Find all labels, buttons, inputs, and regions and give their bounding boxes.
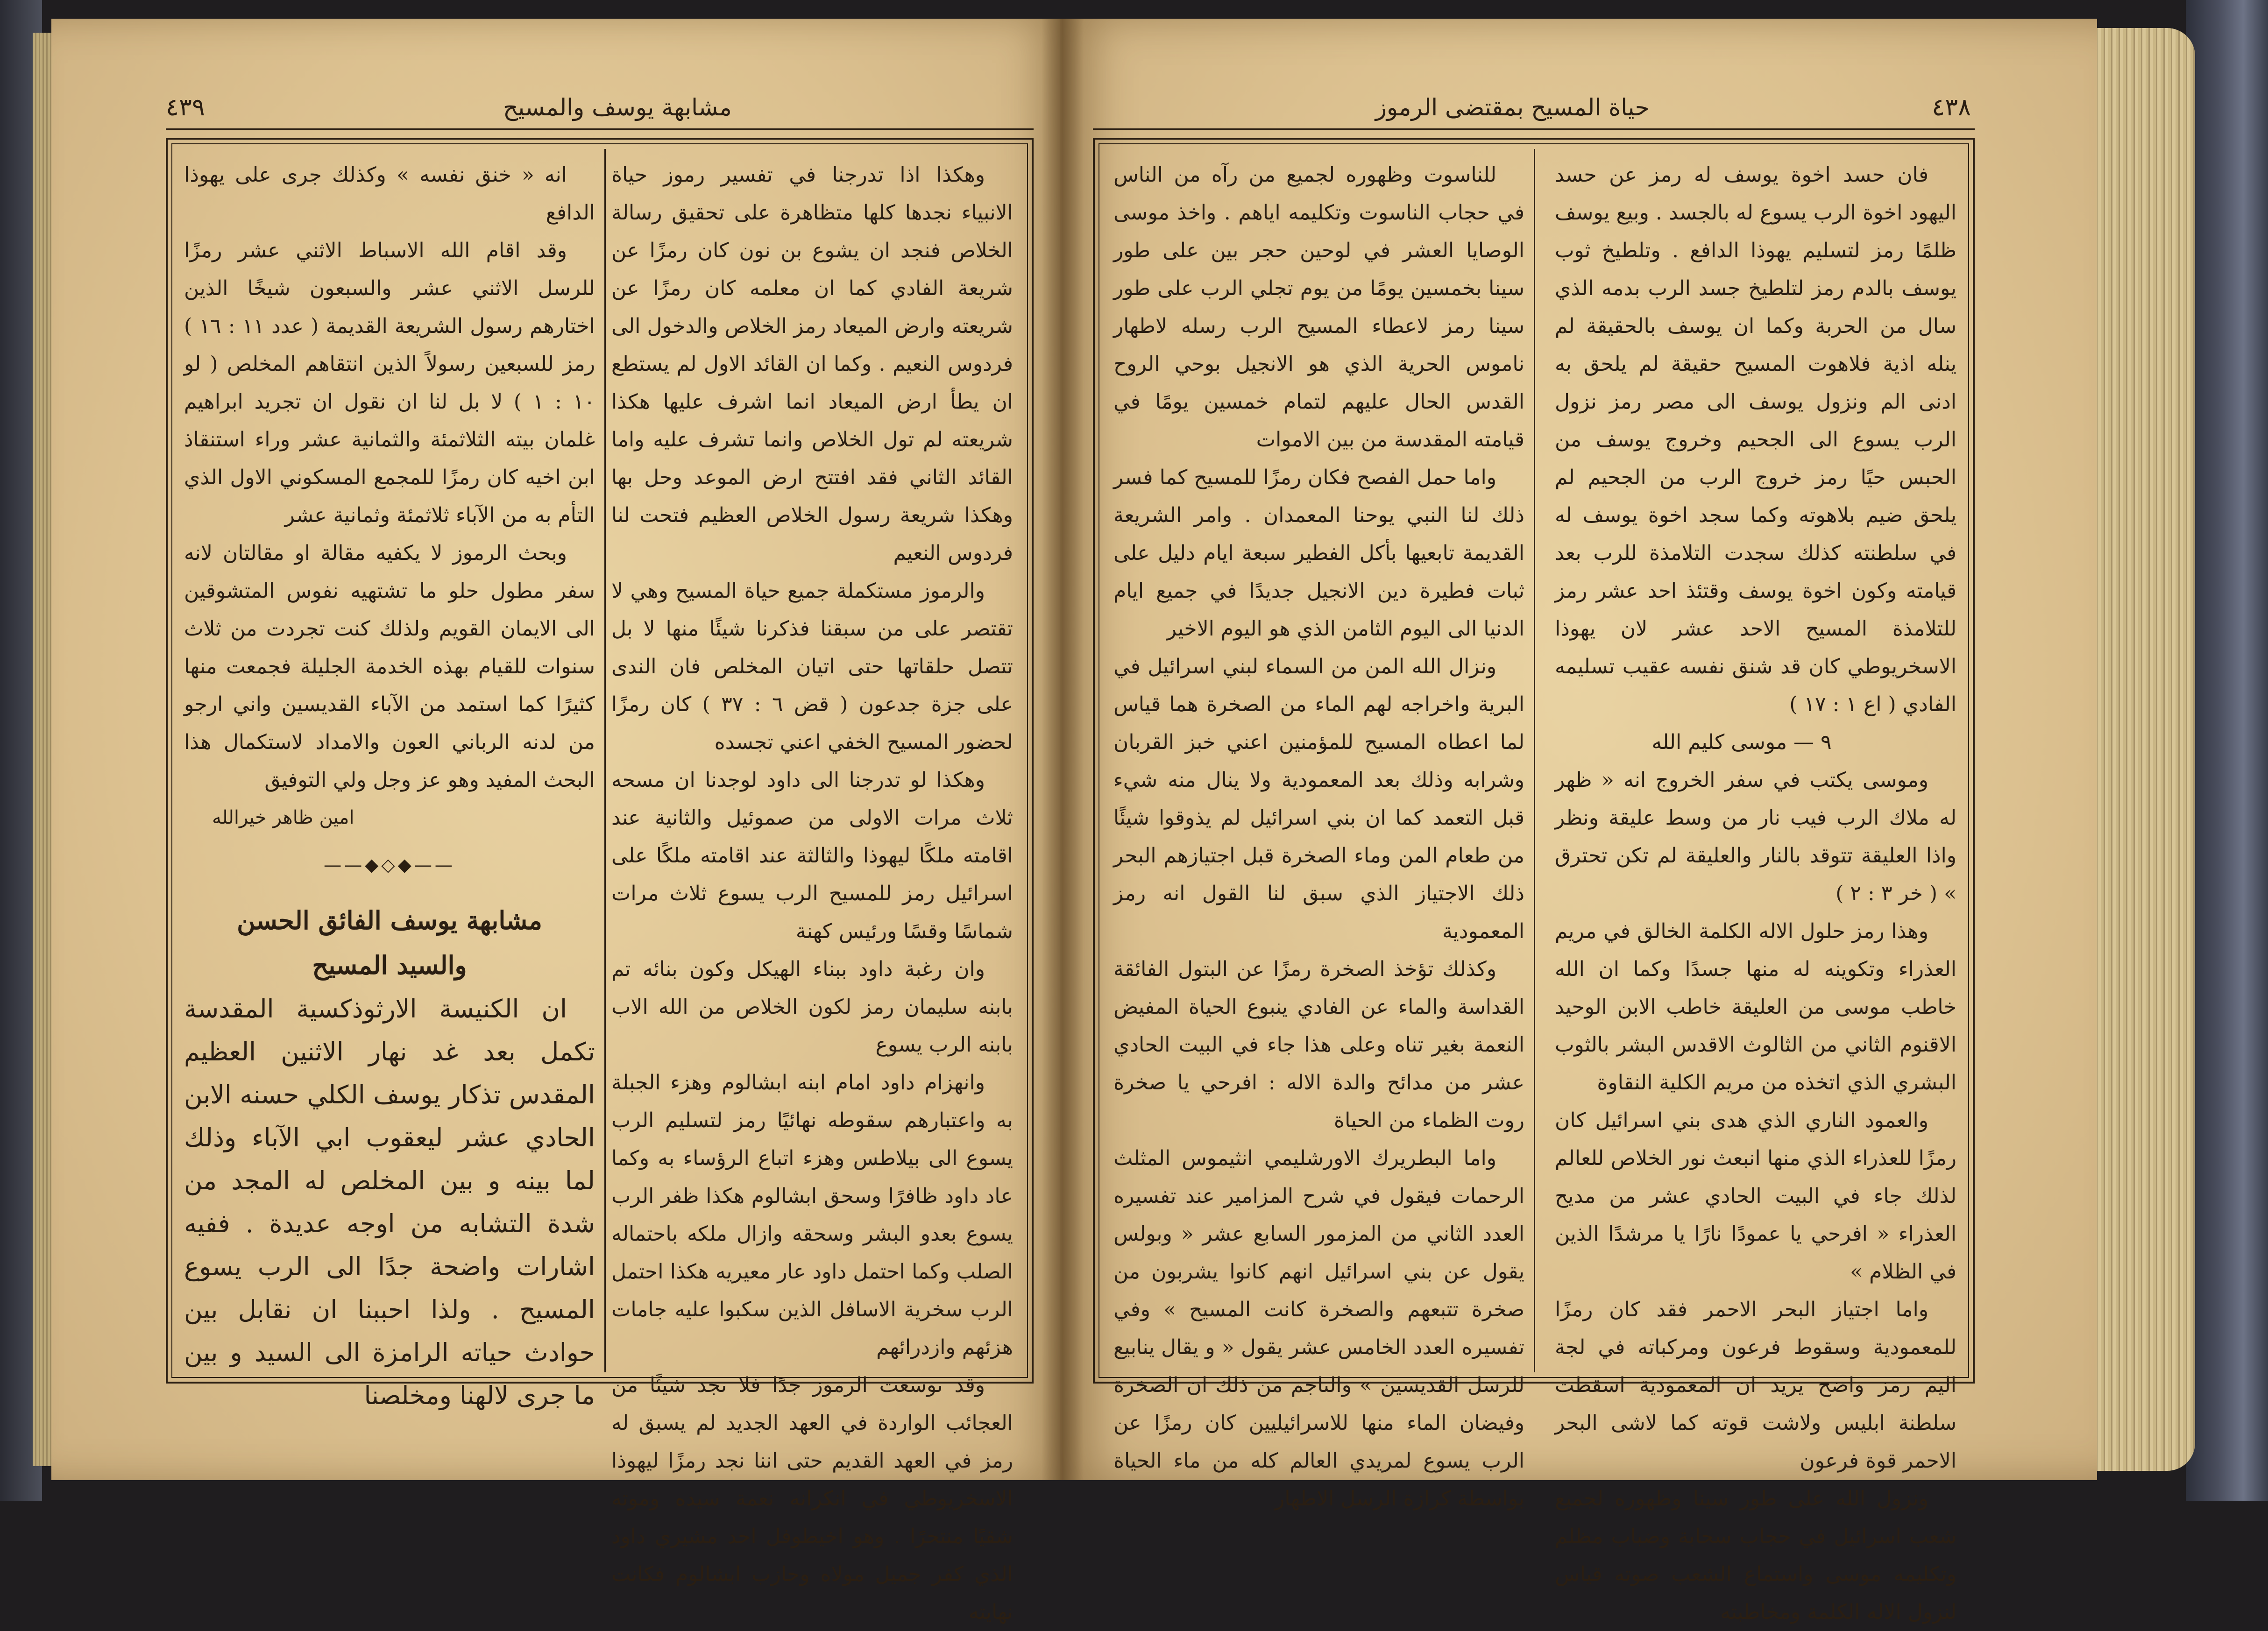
right-page-right-column [1555, 156, 1957, 1624]
running-head: مشابهة يوسف والمسيح [503, 94, 732, 121]
article-subtitle: والسيد المسيح [312, 950, 467, 980]
section-heading: ٩ — موسى كليم الله [1651, 730, 1832, 754]
text-frame [166, 138, 1034, 1624]
article-paragraph: ان الكنيسة الارثوذكسية المقدسة تكمل بعد غد نهار الاثنين العظيم المقدس تذكار يوسف الكلي حسنه الابن الحادي عشر ليعقوب ابي الآباء وذلك لما بينه و بين المخلص له المجد من شدة التشابه من اوجه عديدة . ففيه اشارات واضحة جدًا الى الرب يسوع المسيح . ولذا احببنا ان نقابل بين حوادث حياته الرامزة الى السيد و بين ما جرى لالهنا ومخلصنا [184, 994, 595, 1410]
paragraph: وبحث الرموز لا يكفيه مقالة او مقالتان لانه سفر مطول حلو ما تشتهيه نفوس المتشوقين الى الايمان القويم ولذلك كنت تجردت من ثلاث سنوات للقيام بهذه الخدمة الجليلة فجمعت منها كثيرًا كما استمد من الآباء القديسين واني ارجو من لدنه الرباني العون والامداد لاستكمال هذا البحث المفيد وهو عز وجل ولي التوفيق [184, 541, 595, 792]
paragraph: وهذا رمز حلول الاله الكلمة الخالق في مريم العذراء وتكوينه له منها جسدًا وكما ان الله خاطب موسى من العليقة خاطب الابن الوحيد الاقنوم الثاني من الثالوث الاقدس البشر بالثوب البشري الذي اتخذه من مريم الكلية النقاوة [1555, 919, 1956, 1094]
paragraph: فان حسد اخوة يوسف له رمز عن حسد اليهود اخوة الرب يسوع له بالجسد . وبيع يوسف ظلمًا رمز لتسليم يهوذا الدافع . وتلطيخ ثوب يوسف بالدم رمز لتلطيخ جسد الرب بدمه الذي سال من الحربة وكما ان يوسف بالحقيقة لم ينله اذية فلاهوت المسيح حقيقة لم يلحق به ادنى الم ونزول يوسف الى مصر رمز نزول الرب يسوع الى الجحيم وخروج يوسف من الحبس حيًا رمز خروج الرب من الجحيم لم يلحق ضيم بلاهوته وكما سجد اخوة يوسف له في سلطنته كذلك سجدت التلامذة للرب بعد قيامته وكون اخوة يوسف وقتئذ احد عشر رمز للتلامذة المسيح الاحد عشر لان يهوذا الاسخريوطي كان قد شنق نفسه عقيب تسليمه الفادي ( اع ١ : ١٧ ) [1555, 163, 1956, 716]
paragraph: انه « خنق نفسه » وكذلك جرى على يهوذا الدافع [184, 163, 595, 225]
paragraph: وان رغبة داود ببناء الهيكل وكون بنائه تم بابنه سليمان رمز لكون الخلاص من الله الاب بابنه الرب يسوع [611, 957, 1013, 1057]
left-page-left-column [184, 156, 595, 1410]
header-rule [166, 128, 1034, 130]
paragraph: وموسى يكتب في سفر الخروج انه « ظهر له ملاك الرب فيب نار من وسط عليقة ونظر واذا العليقة تتوقد بالنار والعليقة لم تكن تحترق » ( خر ٣ : ٢ ) [1555, 768, 1957, 905]
paragraph: ونزال الله المن من السماء لبني اسرائيل في البرية واخراجه لهم الماء من الصخرة هما قياس لما اعطاه المسيح للمؤمنين اعني خبز القربان وشرابه وذلك بعد المعمودية ولا ينال منه شيء قبل التعمد كما ان بني اسرائيل لم يذوقوا شيئًا من طعام المن وماء الصخرة قبل اجتيازهم البحر ذلك الاجتياز الذي سبق لنا القول انه رمز المعمودية [1113, 655, 1524, 943]
paragraph: وكذلك تؤخذ الصخرة رمزًا عن البتول الفائقة القداسة والماء عن الفادي ينبوع الحياة المفيض النعمة بغير تناه وعلى هذا جاء في البيت الحادي عشر من مدائح والدة الاله : افرحي يا صخرة روت الظماء من الحياة [1113, 957, 1524, 1132]
paragraph: واما البطريرك الاورشليمي انثيموس المثلث الرحمات فيقول في شرح المزامير عند تفسيره العدد الثاني من المزمور السابع عشر « وبولس يقول عن بني اسرائيل انهم كانوا يشربون من صخرة تتبعهم والصخرة كانت المسيح » وفي تفسيره العدد الخامس عشر يقول « و يقال ينابيع للرسل القديسين » والناجم من ذلك ان الصخرة وفيضان الماء منها للاسرائيليين كان رمزًا عن الرب يسوع لمريدي العالم كله من ماء الحياة بواسطة كرازة الرسل الاطهار [1113, 1146, 1525, 1511]
book-cover-right-edge [2186, 0, 2268, 1501]
paragraph: وقد توسعت الرموز جدًا فلا نجد شيئًا من العجائب الواردة في العهد الجديد لم يسبق له رمز في العهد القديم حتى اننا نجد رمزًا ليهوذا الاسخريوطي في انكرانه نعمة سيده وموته شقيًا منتحرًا . وهو اخيطوفل احد مشيري داود الذي كفر جميل مولاه وحازب ابشالوم فكانت نهايته [611, 1373, 1013, 1624]
book-gutter [1042, 19, 1084, 1480]
page-number: ٤٣٨ [1932, 93, 1971, 121]
left-page-right-column [611, 156, 1014, 1624]
paragraph: والعمود الناري الذي هدى بني اسرائيل كان رمزًا للعذراء الذي منها انبعث نور الخلاص للعالم لذلك جاء في البيت الحادي عشر من مديح العذراء « افرحي يا عمودًا نارًا يا مرشدًا الذين في الظلام » [1555, 1109, 1956, 1284]
page-number: ٤٣٩ [166, 93, 205, 121]
text-frame [1093, 138, 1975, 1624]
left-page-header [166, 89, 1030, 126]
ornament-divider: ——◆◇◆—— [324, 854, 455, 875]
column-separator [1534, 149, 1535, 1372]
left-page [51, 19, 1065, 1624]
header-rule [1093, 128, 1975, 130]
paragraph: وهكذا لو تدرجنا الى داود لوجدنا ان مسحه ثلاث مرات الاولى من صموئيل والثانية عند اقامته ملكًا ليهوذا والثالثة عند اقامته ملكًا على اسرائيل رمز للمسيح الرب يسوع ثلاث مرات شماسًا وقسًا ورئيس كهنة [611, 768, 1013, 943]
paragraph: وقد اقام الله الاسباط الاثني عشر رمزًا للرسل الاثني عشر والسبعون شيخًا الذين اختارهم رسول الشريعة القديمة ( عدد ١١ : ١٦ ) رمز للسبعين رسولاً الذين انتقاهم المخلص ( لو ١٠ : ١ ) لا بل لنا ان نقول ان تجريد ابراهيم غلمان بيته الثلاثمئة والثمانية عشر وراء استنقاذ ابن اخيه كان رمزًا للمجمع المسكوني الاول الذي التأم به من الآباء ثلاثمئة وثمانية عشر [184, 239, 595, 527]
author-signature: امين ظاهر خيرالله [212, 807, 354, 828]
paragraph: واما اجتياز البحر الاحمر فقد كان رمزًا للمعمودية وسقوط فرعون ومركباته في لجة اليم رمز واضح يريد ان المعمودية اسقطت سلطنة ابليس ولاشت قوته كما لاشى البحر الاحمر قوة فرعون [1555, 1298, 1956, 1473]
article-title: مشابهة يوسف الفائق الحسن [237, 905, 542, 935]
right-page [1060, 19, 2097, 1624]
paragraph: للناسوت وظهوره لجميع من رآه من الناس في حجاب الناسوت وتكليمه اياهم . واخذ موسى الوصايا العشر في لوحين حجر بين على طور سينا بخمسين يومًا من يوم تجلي الرب على طور سينا رمز لاعطاء المسيح الرب رسله لاطهار ناموس الحرية الذي هو الانجيل بوحي الروح القدس الحال عليهم لتمام خمسين يومًا في قيامته المقدسة من بين الاموات [1113, 163, 1524, 452]
running-head: حياة المسيح بمقتضى الرموز [1375, 94, 1650, 121]
paragraph: والرموز مستكملة جميع حياة المسيح وهي لا تقتصر على من سبقنا فذكرنا شيئًا منها لا بل تتصل حلقاتها حتى اتيان المخلص فان الندى على جزة جدعون ( قض ٦ : ٣٧ ) كان رمزًا لحضور المسيح الخفي اعني تجسده [611, 579, 1014, 754]
right-page-header [1093, 89, 1971, 126]
paragraph: ونزول الله على طور سينا وظهوره لجميع شعب اسرائيل في حجاب سحابة وضباب مظلم وتكليمه موسى واستماع الشعب صوته قياس لنزول الاله الكلمة ومخاطبته [1555, 1487, 1956, 1624]
column-separator [604, 149, 606, 1372]
paragraph: واما حمل الفصح فكان رمزًا للمسيح كما فسر ذلك لنا النبي يوحنا المعمدان . وامر الشريعة القديمة تابعيها بأكل الفطير سبعة ايام دليل على ثبات فطيرة دين الانجيل جديدًا في جميع ايام الدنيا الى اليوم الثامن الذي هو اليوم الاخير [1113, 466, 1524, 641]
right-page-left-column [1113, 156, 1525, 1511]
paragraph: وهكذا اذا تدرجنا في تفسير رموز حياة الانبياء نجدها كلها متظاهرة على تحقيق رسالة الخلاص فنجد ان يشوع بن نون كان رمزًا عن شريعة الفادي كما ان معلمه كان رمزًا عن شريعته وارض الميعاد رمز الخلاص والدخول الى فردوس النعيم . وكما ان القائد الاول لم يستطع ان يطأ ارض الميعاد انما اشرف عليها هكذا شريعته لم تول الخلاص وانما تشرف عليه واما القائد الثاني فقد افتتح ارض الموعد وحل بها وهكذا شريعة رسول الخلاص العظيم فتحت لنا فردوس النعيم [611, 163, 1013, 565]
paragraph: وانهزام داود امام ابنه ابشالوم وهزء الجبلة به واعتبارهم سقوطه نهائيًا رمز لتسليم الرب يسوع الى بيلاطس وهزء اتباع الرؤساء به وكما عاد داود ظافرًا وسحق ابشالوم هكذا ظفر الرب يسوع بعدو البشر وسحقه وازال ملكه باحتماله الصلب وكما احتمل داود عار معيريه هكذا احتمل الرب سخرية الاسافل الذين سكبوا عليه جامات هزئهم وازدرائهم [611, 1071, 1013, 1359]
